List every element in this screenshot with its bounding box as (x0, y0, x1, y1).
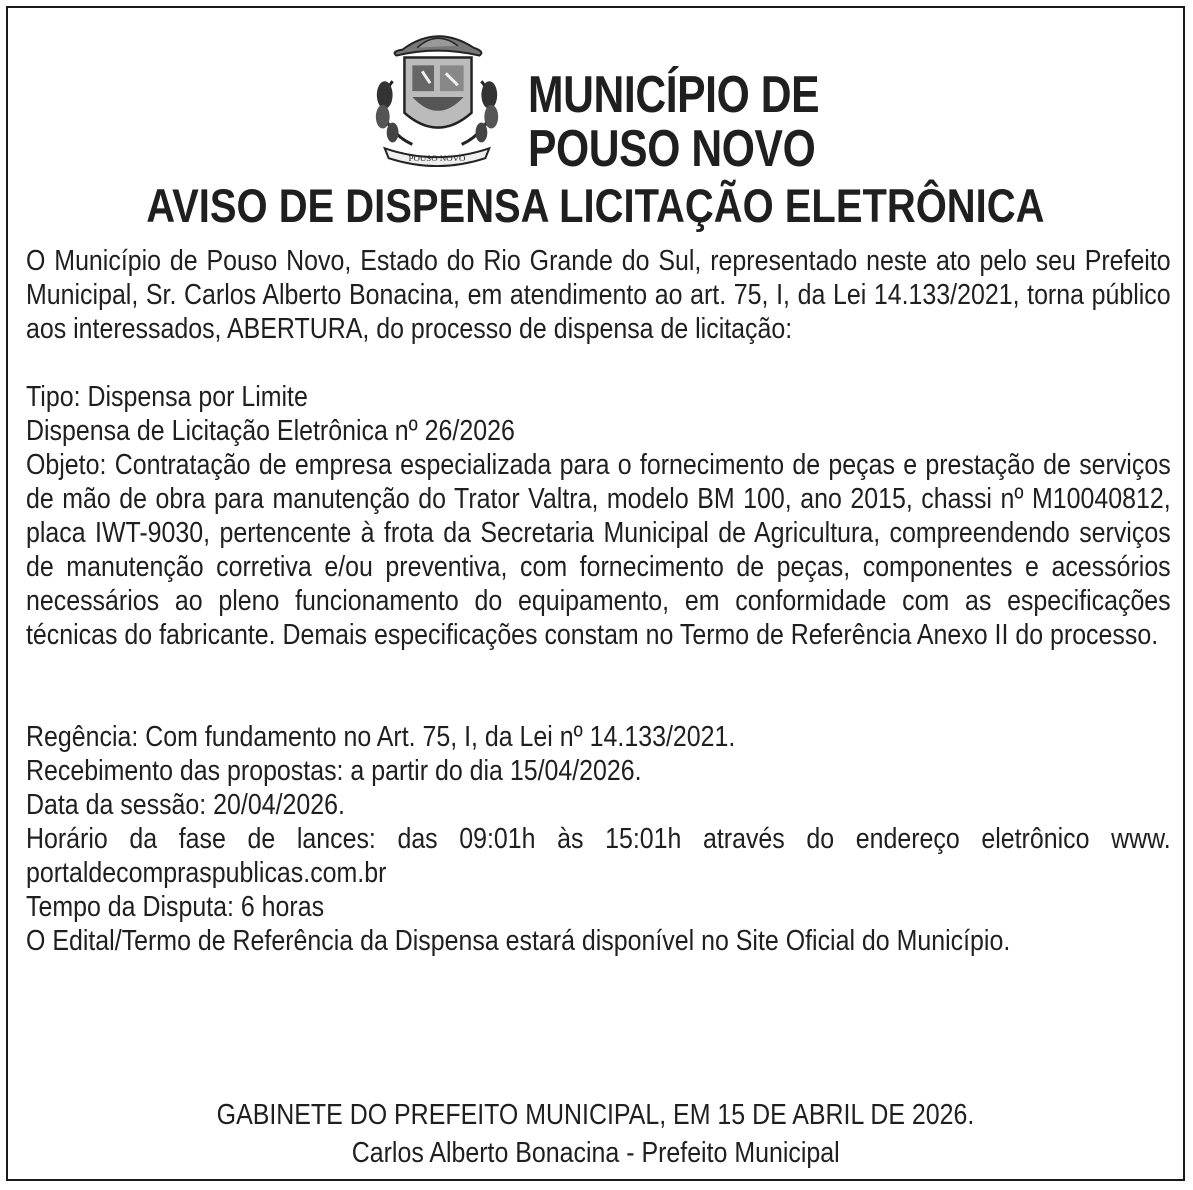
municipal-crest-icon (363, 22, 511, 170)
signature-line (8, 1136, 1183, 1170)
notice-title (8, 180, 1183, 232)
signature-text: Carlos Alberto Bonacina - Prefeito Municipal (351, 1137, 840, 1169)
regencia-line: Regência: Com fundamento no Art. 75, I, da Lei nº 14.133/2021. (26, 721, 736, 753)
notice-frame (6, 6, 1185, 1181)
municipality-line-1: MUNICÍPIO DE (528, 66, 820, 124)
notice-body (26, 244, 1171, 958)
gabinete-text: GABINETE DO PREFEITO MUNICIPAL, EM 15 DE ABRIL DE 2026. (216, 1099, 975, 1131)
municipality-line-2: POUSO NOVO (528, 120, 816, 178)
tipo-line: Tipo: Dispensa por Limite (26, 381, 308, 413)
objeto-paragraph: Objeto: Contratação de empresa especializada para o fornecimento de peças e prestação de serviços de mão de obra para manutenção do Trator Valtra, modelo BM 100, ano 2015, chassi nº M10040812, placa IWT-9030, pertencente à frota da Secretaria Municipal de Agricultura, compreendendo serviços de manutenção corretiva e/ou preventiva, com fornecimento de peças, componentes e acessórios necessários ao pleno funcionamento do equipamento, em conformidade com as especificações técnicas do fabricante. Demais especificações constam no Termo de Referência Anexo II do processo. (26, 449, 1171, 651)
horario-paragraph: Horário da fase de lances: das 09:01h às 15:01h através do endereço eletrônico www. portaldecompraspublicas.com.br (26, 823, 1171, 889)
edital-line: O Edital/Termo de Referência da Dispensa estará disponível no Site Oficial do Município. (26, 925, 1011, 957)
recebimento-line: Recebimento das propostas: a partir do dia 15/04/2026. (26, 755, 642, 787)
municipality-name (528, 68, 819, 176)
header (8, 18, 1183, 178)
intro-paragraph: O Município de Pouso Novo, Estado do Rio Grande do Sul, representado neste ato pelo seu Prefeito Municipal, Sr. Carlos Alberto Bonacina, em atendimento ao art. 75, I, da Lei 14.133/2021, torna público aos interessados, ABERTURA, do processo de dispensa de licitação: (26, 245, 1171, 345)
tempo-disputa-line: Tempo da Disputa: 6 horas (26, 891, 325, 923)
notice-title-text: AVISO DE DISPENSA LICITAÇÃO ELETRÔNICA (146, 179, 1045, 232)
gabinete-line (8, 1098, 1183, 1132)
crest-ribbon-text: POUSO NOVO (408, 153, 466, 164)
dispensa-number-line: Dispensa de Licitação Eletrônica nº 26/2026 (26, 415, 515, 447)
data-sessao-line: Data da sessão: 20/04/2026. (26, 789, 345, 821)
